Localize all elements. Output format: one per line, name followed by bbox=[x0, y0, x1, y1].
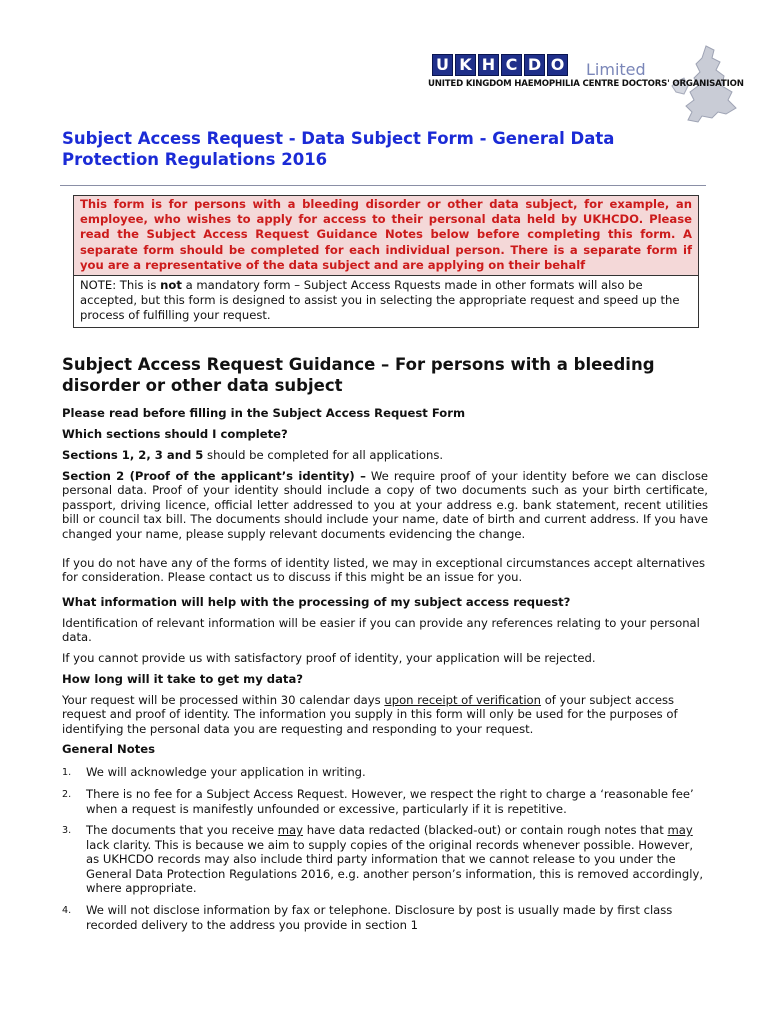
sections-paragraph bbox=[62, 448, 708, 463]
list-text-b: have data redacted (blacked-out) or contain rough notes that bbox=[303, 823, 668, 838]
notice-box bbox=[73, 195, 699, 328]
general-notes-heading: General Notes bbox=[62, 742, 156, 757]
list-item bbox=[62, 787, 708, 816]
what-info-paragraph: Identification of relevant information will be easier if you can provide any references relating to your personal data. bbox=[62, 615, 700, 645]
note-rest: a mandatory form – Subject Access Rquests made in other formats will also be accepted, but this form is designed to assist you in selecting the appropriate request and speed up the process of fulfilling your request. bbox=[80, 278, 680, 323]
what-info-heading: What information will help with the processing of my subject access request? bbox=[62, 594, 571, 609]
list-number: 3. bbox=[62, 825, 72, 837]
logo-letter: O bbox=[547, 54, 568, 76]
list-number: 4. bbox=[62, 905, 72, 917]
section2-rest: We require proof of your identity before we can disclose personal data. Proof of your identity should include a copy of two documents such as your birth certificate, passport, driving licence, official letter addressed to you at your address e.g. bank statement, recent utilities bill or council tax bill. The documents should include your name, date of birth and current address. If you have changed your name, please supply relevant documents evidencing the change. bbox=[62, 468, 708, 541]
general-notes-list bbox=[62, 765, 708, 932]
how-long-underlined: upon receipt of verification bbox=[384, 692, 542, 707]
sections-rest: should be completed for all applications. bbox=[203, 448, 444, 462]
section2-bold: Section 2 (Proof of the applicant’s identity) – bbox=[62, 468, 366, 483]
list-number: 1. bbox=[62, 767, 72, 779]
how-long-paragraph bbox=[62, 693, 708, 737]
logo-letter: U bbox=[432, 54, 453, 76]
note-prefix: NOTE: This is bbox=[80, 278, 161, 293]
logo-letter: H bbox=[478, 54, 499, 76]
which-sections-heading: Which sections should I complete? bbox=[62, 427, 288, 441]
logo-limited: Limited bbox=[586, 60, 646, 79]
logo-org-name: UNITED KINGDOM HAEMOPHILIA CENTRE DOCTORS' ORGANISATION bbox=[428, 79, 744, 89]
list-text: We will acknowledge your application in writing. bbox=[86, 765, 366, 780]
please-read-heading: Please read before filling in the Subject Access Request Form bbox=[62, 406, 466, 420]
list-item bbox=[62, 765, 708, 780]
ukhcdo-logo bbox=[426, 48, 756, 128]
list-text-underlined: may bbox=[277, 823, 304, 838]
logo-letter: K bbox=[455, 54, 476, 76]
list-text-underlined: may bbox=[667, 823, 693, 838]
list-number: 2. bbox=[62, 788, 72, 800]
guidance-heading: Subject Access Request Guidance – For persons with a bleeding disorder or other data subject bbox=[62, 355, 655, 395]
note-bold: not bbox=[160, 278, 182, 293]
list-item bbox=[62, 823, 708, 896]
logo-letters bbox=[432, 54, 568, 76]
no-id-paragraph: If you do not have any of the forms of identity listed, we may in exceptional circumstances accept alternatives for consideration. Please contact us to discuss if this might be an issue for you. bbox=[62, 555, 706, 585]
sections-bold: Sections 1, 2, 3 and 5 bbox=[62, 448, 204, 462]
page-title: Subject Access Request - Data Subject Form - General Data Protection Regulations 2016 bbox=[62, 129, 615, 169]
warning-text: This form is for persons with a bleeding disorder or other data subject, for example, an employee, who wishes to apply for access to their personal data held by UKHCDO. Please read the Subject Access Request Guidance Notes below before completing this form. A separate form should be completed for each individual person. There is a separate form if you are a representative of the data subject and are applying on their behalf bbox=[74, 196, 698, 276]
how-long-text-a: Your request will be processed within 30 calendar days bbox=[62, 692, 385, 707]
list-text-a: The documents that you receive bbox=[86, 823, 278, 838]
list-text: We will not disclose information by fax or telephone. Disclosure by post is usually made by first class recorded delivery to the address you provide in section 1 bbox=[86, 903, 673, 932]
guidance-section bbox=[62, 354, 708, 939]
list-text-c: lack clarity. This is because we aim to supply copies of the original records whenever possible. However, as UKHCDO records may also include third party information that we cannot release to you under the General Data Protection Regulations 2016, e.g. another person’s information, this is removed accordingly, where appropriate. bbox=[86, 837, 704, 896]
section2-paragraph bbox=[62, 469, 708, 542]
title-divider bbox=[60, 185, 706, 186]
logo-letter: C bbox=[501, 54, 522, 76]
list-item bbox=[62, 903, 708, 932]
list-text: There is no fee for a Subject Access Request. However, we respect the right to charge a ‘reasonable fee’ when a request is manifestly unfounded or excessive, particularly if it is repetitive. bbox=[86, 786, 694, 816]
how-long-text-b: of your subject access request and proof of identity. The information you supply in this form will only be used for the purposes of identifying the personal data you are requesting and responding to your request. bbox=[62, 692, 678, 736]
note-text bbox=[74, 276, 698, 327]
logo-letter: D bbox=[524, 54, 545, 76]
how-long-heading: How long will it take to get my data? bbox=[62, 671, 304, 686]
rejected-paragraph: If you cannot provide us with satisfactory proof of identity, your application will be rejected. bbox=[62, 650, 596, 665]
